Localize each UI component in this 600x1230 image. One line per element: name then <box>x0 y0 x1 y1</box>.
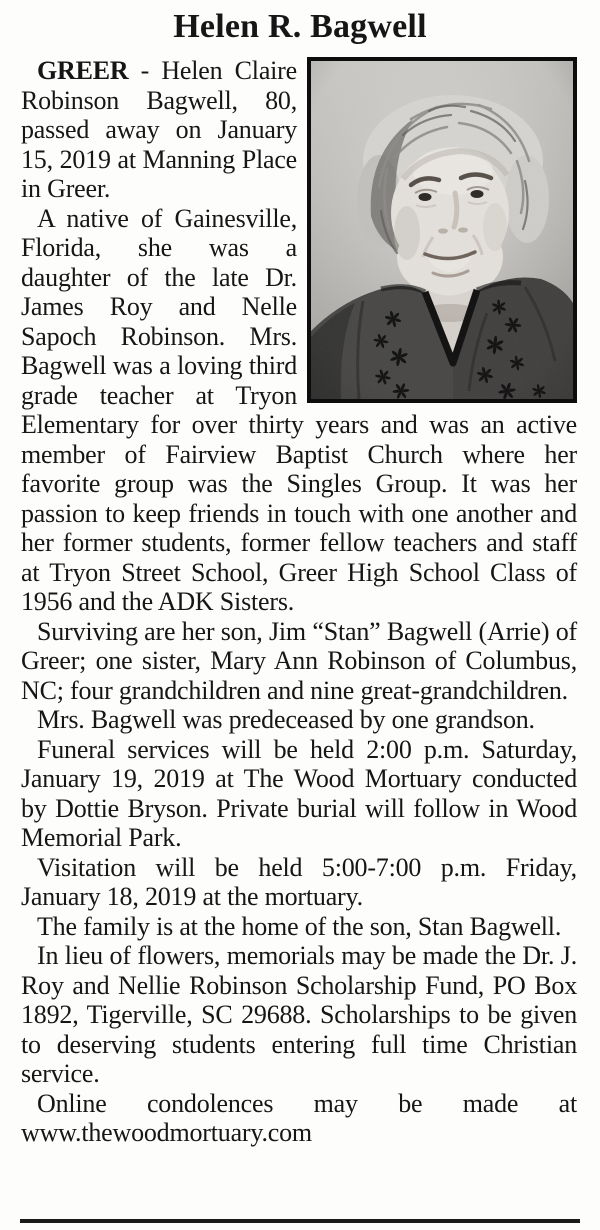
paragraph-survivors: Surviving are her son, Jim “Stan” Bagwell (Arrie) of Greer; one sister, Mary Ann Robinson of Columbus, NC; four grandchildren and nine great-grandchildren. <box>21 616 577 705</box>
paragraph-family: The family is at the home of the son, Stan Bagwell. <box>37 911 562 941</box>
obituary-body <box>0 56 600 1148</box>
paragraph-biography: A native of Gainesville, Florida, she was a daughter of the late Dr. James Roy and Nelle Sapoch Robinson. Mrs. Bagwell was a loving third grade teacher at Tryon Elementary for over thirty years and was an active member of Fairview Baptist Church where her favorite group was the Singles Group. It was her passion to keep friends in touch with one another and her former students, former fellow teachers and staff at Tryon Street School, Greer High School Class of 1956 and the ADK Sisters. <box>21 203 577 616</box>
paragraph-memorials: In lieu of flowers, memorials may be made the Dr. J. Roy and Nellie Robinson Scholarship Fund, PO Box 1892, Tigerville, SC 29688. Scholarships to be given to deserving students entering full time Christian service. <box>21 941 577 1088</box>
paragraph-condolences: Online condolences may be made at www.thewoodmortuary.com <box>21 1088 577 1147</box>
paragraph-predeceased: Mrs. Bagwell was predeceased by one grandson. <box>37 705 535 734</box>
obituary-title: Helen R. Bagwell <box>173 8 427 45</box>
bottom-divider <box>20 1219 580 1223</box>
paragraph-intro-text: - Helen Claire Robinson Bagwell, 80, passed away on January 15, 2019 at Manning Place in Greer. <box>21 56 297 203</box>
paragraph-visitation: Visitation will be held 5:00-7:00 p.m. Friday, January 18, 2019 at the mortuary. <box>21 852 577 911</box>
dateline: GREER <box>37 56 129 85</box>
paragraph-funeral: Funeral services will be held 2:00 p.m. Saturday, January 19, 2019 at The Wood Mortuary conducted by Dottie Bryson. Private burial will follow in Wood Memorial Park. <box>21 734 577 852</box>
portrait-photo <box>307 57 577 403</box>
portrait-photo-image <box>311 61 573 399</box>
